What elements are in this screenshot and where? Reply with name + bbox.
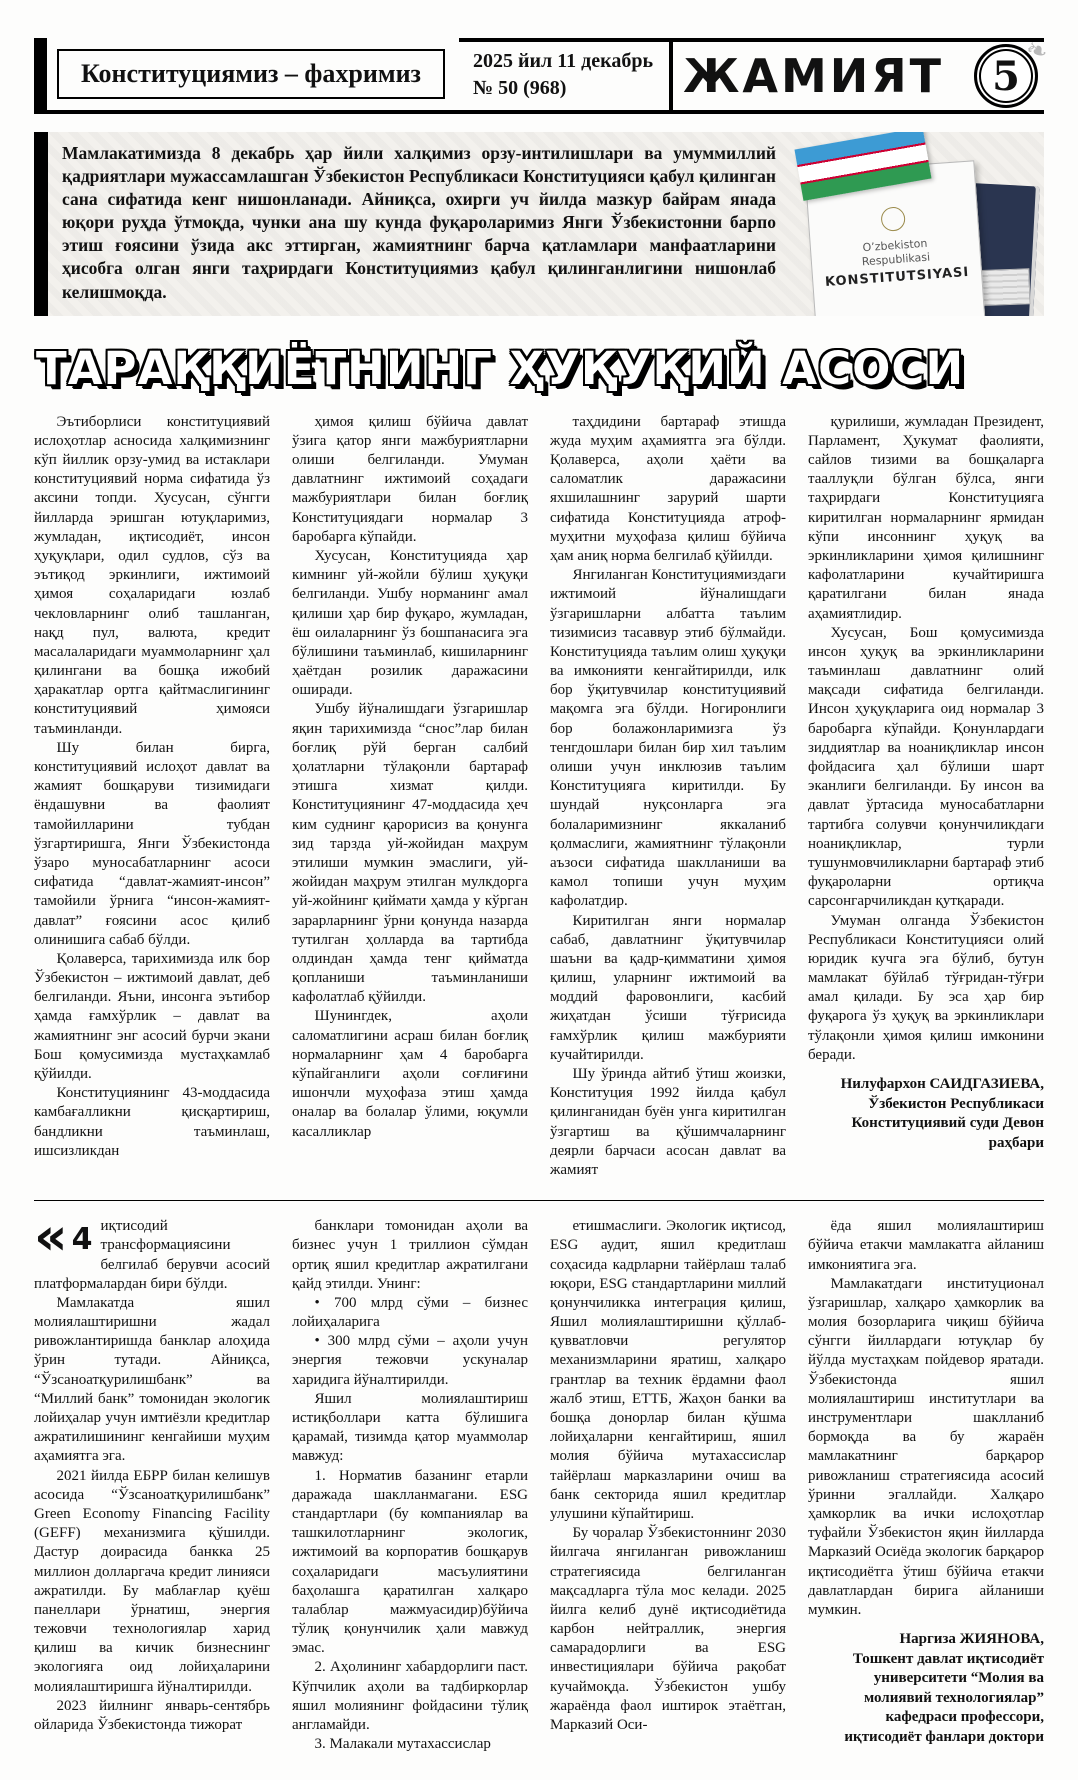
article1-col3	[550, 413, 786, 1181]
article2-col1	[34, 1207, 270, 1754]
rubric-title: Конституциямиз – фахримиз	[57, 49, 445, 99]
author-line: кафедраси профессори,	[885, 1709, 1044, 1726]
paragraph: Хусусан, Бош қомусимизда инсон ҳуқуқ ва эркинликларини таъминлаш давлатнинг олий мақсади сифатида белгиланди. Инсон ҳуқуқларига оид нормалар 3 баробарга кўпайди. Қонунлардаги зиддиятлар ва ноаниқликлар инсон фойдасига ҳал бўлиши шарт эканлиги белгиланди. Бу инсон ва давлат ўртасида муносабатларни тартибга солувчи қонунчиликдаги ноаниқликлар, турли тушунмовчиликларни бартараф этиб фуқароларни ортиқча сарсонгарчиликдан қутқаради.	[808, 624, 1044, 910]
lead-paragraph: Мамлакатимизда 8 декабрь ҳар йили халқимиз орзу-интилишлари ва умуммиллий қадриятлари мужассамлашган Ўзбекистон Республикаси Конституцияси қабул қилинган сана сифатида кенг нишонланади. Айниқса, охирги уч йилда мазкур байрам янада юқори руҳда ўтмоқда, чунки ана шу кунда фуқароларимиз Янги Ўзбекистонни барпо этиш ғоясини ўзида акс эттирган, жамиятнинг барча қатламлари манфаатларини ҳисобга олган янги таҳрирдаги Конституциямиз қабул қилинганлигини нишонлаб келишмоқда.	[62, 143, 776, 302]
continued-paragraph	[34, 1207, 270, 1294]
author-line: университети “Молия ва	[873, 1670, 1044, 1687]
paragraph: 2021 йилда ЕБРР билан келишув асосида “Ўзсаноатқурилишбанк” Green Economy Financing Facility (GEFF) механизмига қўшилди. Дастур доирасида банкка 25 миллион долларгача кредит линияси ажратилди. Бу маблағлар қуёш панеллари ўрнатиш, энергия тежовчи технологиялар харид қилиш ва кичик бизнеснинг экологияга оид лойиҳаларини молиялаштиришга йўналтирилди.	[34, 1467, 270, 1695]
article2-col3	[550, 1217, 786, 1754]
paragraph: Шу билан бирга, конституциявий ислоҳот давлат ва жамият бошқаруви тизимидаги ёндашувни ва фаолият тамойилларини тубдан ўзгартиришга, Янги Ўзбекистонда ўзаро муносабатларнинг асоси сифатида “давлат-жамият-инсон” тамойили ўрнига “инсон-жамият-давлат” ғоясини асос қилиб олинишига сабаб бўлди.	[34, 739, 270, 948]
issue-date: 2025 йил 11 декабрь	[473, 50, 654, 72]
article2-columns	[34, 1207, 1044, 1754]
paragraph: Киритилган янги нормалар сабаб, давлатнинг ўқитувчилар шаъни ва қадр-қимматини ҳимоя қилиш, уларнинг ижтимоий ва моддий фаровонлиги, касбий жиҳатдан ўсиши тўғрисида ғамхўрлик қилиш мажбурияти кучайтирилди.	[550, 912, 786, 1063]
book-title: KONSTITUTSIYASI	[824, 265, 970, 291]
article1-author	[808, 1075, 1044, 1153]
article1-columns	[34, 413, 1044, 1181]
paragraph: 1. Норматив базанинг етарли даражада шаклланмагани. ESG стандартлари (бу компаниялар ва ташкилотларнинг экологик, ижтимоий ва корпоратив бошқарув соҳаларидаги масъулиятини баҳолашга қаратилган халқаро талаблар мажмуасидир)бўйича тўлиқ қонунчилик ҳали мавжуд эмас.	[292, 1467, 528, 1657]
continued-from-page-number: 4	[71, 1222, 93, 1258]
page-number-badge: 5	[974, 44, 1038, 108]
paragraph: • 700 млрд сўми – бизнес лойиҳаларига	[292, 1294, 528, 1331]
book-subtitle-line1: O’zbekiston	[862, 236, 928, 254]
leaf-ornament-icon: ❧	[1022, 33, 1053, 68]
constitution-book-art	[792, 132, 1044, 316]
paragraph: Мамлакатдаги институционал ўзгаришлар, халқаро ҳамкорлик ва молия бозорларига чиқиш бўйича сўнгги йиллардаги ютуқлар бу йўлда мустаҳкам пойдевор яратади. Ўзбекистонда яшил молиялаштириш институтлари ва инструментлари шаклланиб бормоқда ва бу жараён мамлакатнинг барқарор ривожланиш стратегиясида асосий ўринни эгаллайди. Халқаро ҳамкорлик ва ички ислоҳотлар туфайли Ўзбекистон яқин йилларда Марказий Осиёда экологик барқарор иқтисодиётга ўтиш бўйича етакчи давлатлардан бирига айланиши мумкин.	[808, 1275, 1044, 1618]
paragraph: Ушбу йўналишдаги ўзгаришлар яқин тарихимизда “снос”лар билан боғлиқ рўй берган салбий ҳолатларни тўлақонли бартараф этишга хизмат қилди. Конституциянинг 47-моддасида ҳеч ким суднинг қарорисиз ва қонунга зид тарзда уй-жойидан маҳрум этилиши мумкин эмаслиги, уй-жойидан маҳрум этилган мулкдорга уй-жойнинг қиймати ҳамда у кўрган зарарларнинг ўрни қонунда назарда тутилган ҳолларда ва тартибда олдиндан ҳамда тенг қийматда қопланиши таъминланиши кафолатлаб қўйилди.	[292, 701, 528, 1006]
lead-accent-bar	[34, 132, 48, 316]
paragraph-text: иқтисодий трансформациясини белгилаб берувчи асосий платформалардан бири бўлди.	[34, 1218, 270, 1292]
article2-author	[808, 1630, 1044, 1747]
paragraph: Яшил молиялаштириш истиқболлари катта бўлишига қарамай, тизимда қатор муаммолар мавжуд:	[292, 1390, 528, 1465]
issue-number: № 50 (968)	[473, 77, 567, 99]
article2-col4	[808, 1217, 1044, 1754]
paragraph: ҳимоя қилиш бўйича давлат ўзига қатор янги мажбуриятларни олиши белгиланди. Умуман давлатнинг ижтимоий соҳадаги мажбуриятлари билан боғлиқ Конституциядаги нормалар 3 баробарга кўпайди.	[292, 413, 528, 545]
article1-col4	[808, 413, 1044, 1181]
paragraph: банклари томонидан аҳоли ва бизнес учун 1 триллион сўмдан ортиқ яшил кредитлар ажратилгани қайд этилди. Унинг:	[292, 1218, 528, 1292]
paragraph: 3. Малакали мутахассислар	[314, 1736, 491, 1753]
article2-col2	[292, 1217, 528, 1754]
paragraph: қурилиши, жумладан Президент, Парламент, Ҳукумат фаолияти, сайлов тизими ва бошқаларга тааллуқли бўлган бўлса, янги таҳрирдаги Конституцияга киритилган нормаларнинг ярмидан кўпи инсоннинг ҳуқуқ ва эркинликларини ҳимоя қилишнинг кафолатларини кучайтиришга қаратилгани билан янада аҳамиятлидир.	[808, 413, 1044, 622]
page-number-wrap	[974, 33, 1053, 110]
book-subtitle-line2: Respublikasi	[861, 250, 931, 269]
author-line: Конституциявий суди Девон	[851, 1115, 1044, 1132]
author-line: Тошкент давлат иқтисодиёт	[852, 1650, 1044, 1667]
paragraph: Шу ўринда айтиб ўтиш жоизки, Конституция 1992 йилда қабул қилинганидан буён унга киритилган ўзгартиш ва қўшимчаларнинг деярли барчаси асосан давлат ва жамият	[550, 1066, 786, 1178]
author-line: раҳбари	[988, 1134, 1044, 1151]
paragraph: ёда яшил молиялаштириш бўйича етакчи мамлакатга айланиш имкониятига эга.	[808, 1218, 1044, 1273]
paragraph: Мамлакатда яшил молиялаштиришни жадал ривожлантиришда банклар алоҳида ўрин тутади. Айниқса, “Ўзсаноатқурилишбанк” ва “Миллий банк” томонидан экологик лойиҳалар учун имтиёзли кредитлар ажратилишининг кенгайиши муҳим аҳамиятга эга.	[34, 1294, 270, 1465]
article-headline: ТАРАҚҚИЁТНИНГ ҲУҚУҚИЙ АСОСИ	[36, 341, 965, 395]
rubric	[34, 38, 445, 110]
paragraph: Янгиланган Конституциямиздаги ижтимоий йўналишдаги ўзгаришларни албатта таълим тизимисиз тасаввур этиб бўлмайди. Конституцияда таълим олиш ҳуқуқи ва имконияти кенгайтирилди, илк бор ўқитувчилар конституциявий мақомга эга бўлди. Ногиронлиги бор болажонларимизга ўз тенгдошлари билан бир хил таълим олиши учун инклюзив таълим Конституцияга киритилди. Бу шундай нуқсонларга эга болаларимизнинг яккаланиб қолмаслиги, жамиятнинг тўлақонли аъзоси сифатида шаклланиши ва камол топиши учун муҳим кафолатдир.	[550, 567, 786, 910]
author-line: Наргиза ЖИЯНОВА,	[899, 1631, 1044, 1648]
section-divider	[34, 1200, 1044, 1201]
author-line: Нилуфархон САИДГАЗИЕВА,	[840, 1076, 1044, 1093]
paragraph: Хусусан, Конституцияда ҳар кимнинг уй-жойли бўлиш ҳуқуқи белгиланди. Ушбу норманинг амал қилиши ҳар бир фуқаро, жумладан, ёш оилаларнинг ўз бошпанасига эга бўлишини таъминлаб, кишиларнинг ҳаётдан розилик даражасини оширади.	[292, 547, 528, 699]
paragraph: Қолаверса, тарихимизда илк бор Ўзбекистон – ижтимоий давлат, деб белгиланди. Яъни, инсонга эътибор ҳамда ғамхўрлик – давлат ва жамиятнинг энг асосий бурчи экани Бош қомусимизда мустаҳкамлаб қўйилди.	[34, 950, 270, 1083]
page-header	[34, 33, 1053, 114]
paragraph: Умуман олганда Ўзбекистон Республикаси Конституцияси олий юридик кучга эга бўлиб, бутун мамлакат бўйлаб тўғридан-тўғри амал қилади. Бу эса ҳар бир фуқарога ўз ҳуқуқ ва эркинликлари тўлақонли ҳимоя қилиш имконини беради.	[808, 912, 1044, 1063]
paragraph: Бу чоралар Ўзбекистоннинг 2030 йилгача янгиланган ривожланиш стратегиясида белгиланган мақсадларга тўла мос келади. 2025 йилга келиб дунё иқтисодиётида карбон нейтраллик, энергия самарадорлиги ва ESG инвестициялари бўйича рақобат кучаймоқда. Ўзбекистон ушбу жараёнда фаол иштирок этаётган, Марказий Оси-	[550, 1525, 786, 1734]
emblem-icon	[880, 206, 906, 232]
paragraph: таҳдидини бартараф этишда жуда муҳим аҳамиятга эга бўлди. Қолаверса, аҳоли ҳаёти ва саломатлик даражасини яхшилашнинг зарурий шарти сифатида Конституцияда атроф-муҳитни муҳофаза қилиш бўйича ҳам аниқ норма белгилаб қўйилди.	[550, 413, 786, 564]
author-line: иқтисодиёт фанлари доктори	[844, 1728, 1044, 1745]
paragraph: 2023 йилнинг январь-сентябрь ойларида Ўзбекистонда тижорат	[34, 1697, 270, 1734]
paragraph: етишмаслиги. Экологик иқтисод, ESG аудит, яшил кредитлаш соҳасида кадрларни тайёрлаш талаб юқори, ESG стандартларини миллий қонунчиликка интеграция қилиш, Яшил молиялаштиришни қўллаб-қувватловчи регулятор механизмларини яратиш, халқаро грантлар ва техник ёрдамни фаол жалб этиш, ЕТТБ, Жаҳон банки ва бошқа донорлар билан қўшма лойиҳаларни кенгайтириш, яшил молия бўйича мутахассислар тайёрлаш марказларини очиш ва банк секторида яшил кредитлар улушини кўпайтириш.	[550, 1218, 786, 1522]
paragraph: Конституциянинг 43-моддасида камбағалликни қисқартириш, бандликни таъминлаш, ишсизликдан	[34, 1085, 270, 1159]
continued-from-mark-icon: «	[34, 1207, 68, 1268]
newspaper-title: ЖАМИЯТ	[683, 49, 945, 103]
author-line: Ўзбекистон Республикаси	[868, 1095, 1044, 1112]
article1-col2	[292, 413, 528, 1181]
paragraph: Шунингдек, аҳоли саломатлигини асраш билан боғлиқ нормаларнинг ҳам 4 баробарга кўпайганлиги аҳоли соғлиғини ишончли муҳофаза этиш ҳамда оналар ва болалар ўлими, юқумли касалликлар	[292, 1008, 528, 1140]
paragraph: Эътиборлиси конституциявий ислоҳотлар асносида халқимизнинг кўп йиллик орзу-умид ва истаклари конституциявий норма сифатида ўз аксини топди. Хусусан, сўнгги йилларда эришган ютуқларимиз, жумладан, иқтисодиёт, инсон ҳуқуқлари, одил судлов, сўз ва эътиқод эркинлиги, ижтимоий ҳимоя соҳаларидаги юзлаб чекловларнинг олиб ташланган, нақд пул, валюта, кредит масалаларидаги муаммоларнинг ҳал қилингани ва бошқа ижобий ҳаракатлар ортга қайтмаслигининг конституциявий ҳимояси таъминланди.	[34, 413, 270, 737]
author-line: молиявий технологиялар”	[863, 1689, 1044, 1706]
paragraph: 2. Аҳолининг хабардорлиги паст. Кўпчилик аҳоли ва тадбиркорлар яшил молиянинг фойдасини тўлиқ англамайди.	[292, 1659, 528, 1734]
masthead-right	[459, 33, 1053, 110]
lead-section	[34, 132, 1044, 316]
rubric-bar	[34, 38, 47, 110]
article1-col1	[34, 413, 270, 1181]
paragraph: • 300 млрд сўми – аҳоли учун энергия тежовчи ускуналар харидига йўналтирилди.	[292, 1333, 528, 1388]
date-issue-box	[459, 42, 673, 110]
